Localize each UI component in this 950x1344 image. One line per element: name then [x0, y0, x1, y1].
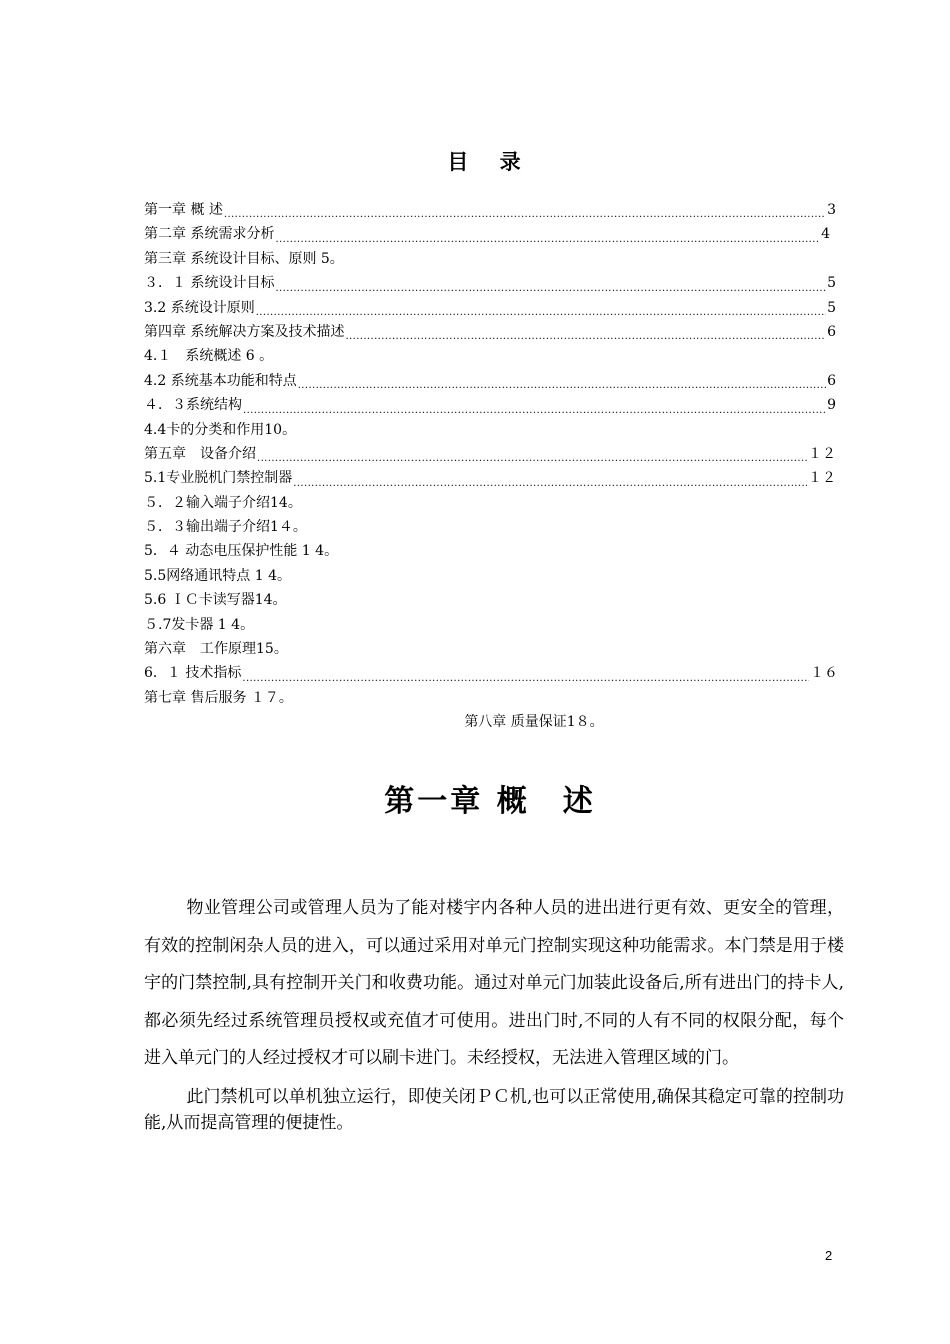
toc-entry-label: ５.7发卡器 1 4。	[144, 616, 255, 633]
toc-leader	[257, 442, 807, 466]
toc-entry-label: 6．１ 技术指标	[144, 665, 242, 682]
toc-entry-page: １２	[808, 445, 836, 462]
toc-entry-label: 5.1专业脱机门禁控制器	[144, 470, 293, 487]
toc-entry-page: １２	[808, 470, 836, 487]
page-number: 2	[825, 1248, 833, 1263]
toc-entry-page: 5	[827, 275, 836, 292]
toc-entry-page: 6	[827, 372, 836, 389]
toc-entry[interactable]	[144, 588, 844, 612]
toc-entry[interactable]	[144, 442, 844, 466]
toc-entry[interactable]	[144, 710, 844, 734]
toc-leader	[345, 320, 826, 344]
toc-entry-page: １６	[810, 665, 838, 682]
toc-entry[interactable]	[144, 369, 844, 393]
toc-entry-label: 4.4卡的分类和作用10。	[144, 421, 297, 438]
toc-entry[interactable]	[144, 247, 844, 271]
toc-entry-label: 4.１ 系统概述 6 。	[144, 348, 274, 365]
toc-entry-page: 6	[827, 323, 836, 340]
toc-entry-page: 4	[821, 226, 830, 243]
toc-entry[interactable]	[144, 393, 844, 417]
toc-entry-label: 5.6 ＩＣ卡读写器14。	[144, 592, 287, 609]
toc-leader	[275, 222, 820, 246]
toc-entry-label: ３．１ 系统设计目标	[144, 275, 275, 292]
toc-entry-label: 第三章 系统设计目标、原则 5。	[144, 250, 344, 267]
toc-leader	[275, 271, 826, 295]
toc-entry-label: 第八章 质量保证1８。	[464, 714, 604, 731]
toc-leader	[243, 393, 826, 417]
toc-entry[interactable]	[144, 539, 844, 563]
toc-entry[interactable]	[144, 320, 844, 344]
table-of-contents	[144, 198, 844, 735]
toc-entry[interactable]	[144, 686, 844, 710]
toc-entry-label: 4.2 系统基本功能和特点	[144, 372, 297, 389]
toc-leader	[242, 661, 809, 685]
toc-entry[interactable]	[144, 296, 844, 320]
toc-entry[interactable]	[144, 515, 844, 539]
toc-entry[interactable]	[144, 466, 844, 490]
toc-entry-label: 第二章 系统需求分析	[144, 226, 275, 243]
toc-entry[interactable]	[144, 198, 844, 222]
chapter-title: 第一章 概 述	[384, 784, 596, 819]
toc-leader	[256, 296, 826, 320]
toc-entry[interactable]	[144, 661, 844, 685]
toc-entry-label: ４．３系统结构	[144, 397, 242, 414]
toc-entry[interactable]	[144, 271, 844, 295]
toc-entry[interactable]	[144, 613, 844, 637]
toc-entry[interactable]	[144, 491, 844, 515]
toc-entry-label: 5.5网络通讯特点 1 4。	[144, 567, 291, 584]
toc-entry-label: 5．４ 动态电压保护性能 1 4。	[144, 543, 339, 560]
toc-entry-label: ５．３输出端子介绍1４。	[144, 519, 307, 536]
body-paragraph: 物业管理公司或管理人员为了能对楼宇内各种人员的进出进行更有效、更安全的管理，有效的控制闲杂人员的进入，可以通过采用对单元门控制实现这种功能需求。本门禁是用于楼宇的门禁控制,具有控制开关门和收费功能。通过对单元门加装此设备后,所有进出门的持卡人,都必须先经过系统管理员授权或充值才可使用。进出门时,不同的人有不同的权限分配，每个进入单元门的人经过授权才可以刷卡进门。未经授权，无法进入管理区域的门。	[144, 898, 844, 1068]
toc-entry-label: 第七章 售后服务 １７。	[144, 689, 293, 706]
toc-leader	[298, 369, 826, 393]
toc-entry[interactable]	[144, 344, 844, 368]
toc-entry-label: 第六章 工作原理15。	[144, 641, 288, 658]
toc-entry-page: 9	[827, 397, 836, 414]
toc-leader	[224, 198, 826, 222]
toc-entry-label: 3.2 系统设计原则	[144, 299, 255, 316]
toc-entry-label: 第一章 概 述	[144, 201, 223, 218]
toc-entry-label: ５．２输入端子介绍14。	[144, 494, 302, 511]
toc-entry-label: 第四章 系统解决方案及技术描述	[144, 323, 345, 340]
toc-leader	[293, 466, 807, 490]
toc-title: 目 录	[447, 149, 533, 174]
toc-entry[interactable]	[144, 564, 844, 588]
body-paragraph: 此门禁机可以单机独立运行，即使关闭ＰＣ机,也可以正常使用,确保其稳定可靠的控制功能,从而提高管理的便捷性。	[144, 1086, 844, 1133]
toc-entry-page: 3	[827, 201, 836, 218]
toc-entry[interactable]	[144, 418, 844, 442]
toc-entry-label: 第五章 设备介绍	[144, 445, 256, 462]
toc-entry-page: 5	[827, 299, 836, 316]
toc-entry[interactable]	[144, 222, 844, 246]
toc-entry[interactable]	[144, 637, 844, 661]
chapter-body	[144, 890, 844, 1136]
